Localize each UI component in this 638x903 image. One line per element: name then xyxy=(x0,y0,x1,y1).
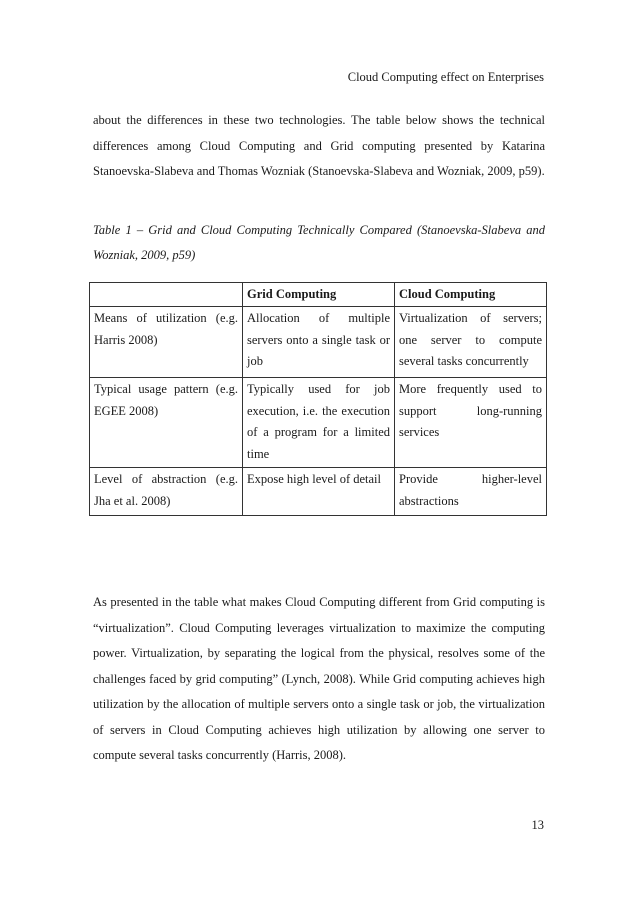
table-cell: Provide higher-level abstractions xyxy=(395,468,547,516)
table-header-cell: Grid Computing xyxy=(243,283,395,307)
table-header-cell: Cloud Computing xyxy=(395,283,547,307)
table-cell: Allocation of multiple servers onto a single task or job xyxy=(243,307,395,378)
table-cell: Level of abstraction (e.g. Jha et al. 2008) xyxy=(90,468,243,516)
table-cell: Typical usage pattern (e.g. EGEE 2008) xyxy=(90,378,243,468)
intro-paragraph: about the differences in these two technologies. The table below shows the technical differences among Cloud Computing and Grid computing presented by Katarina Stanoevska-Slabeva and Thomas Wozniak (Stanoevska-Slabeva and Wozniak, 2009, p59). xyxy=(93,113,545,178)
body-paragraph: As presented in the table what makes Cloud Computing different from Grid computing is “virtualization”. Cloud Computing leverages virtualization to maximize the computing power. Virtualization, by separating the logical from the physical, resolves some of the challenges faced by grid computing” (Lynch, 2008). While Grid computing achieves high utilization by the allocation of multiple servers onto a single task or job, the virtualization of servers in Cloud Computing achieves high utilization by allowing one server to compute several tasks concurrently (Harris, 2008). xyxy=(93,595,545,762)
table-cell: Virtualization of servers; one server to compute several tasks concurrently xyxy=(395,307,547,378)
table-cell: Means of utilization (e.g. Harris 2008) xyxy=(90,307,243,378)
running-header: Cloud Computing effect on Enterprises xyxy=(347,70,544,84)
table-row xyxy=(90,378,547,468)
table-header-row xyxy=(90,283,547,307)
table-caption: Table 1 – Grid and Cloud Computing Technically Compared (Stanoevska-Slabeva and Wozniak, 2009, p59) xyxy=(93,223,545,262)
page-number: 13 xyxy=(531,818,544,832)
table-cell: More frequently used to support long-running services xyxy=(395,378,547,468)
table-cell: Expose high level of detail xyxy=(243,468,395,516)
comparison-table xyxy=(89,282,547,516)
table-row xyxy=(90,468,547,516)
table-cell: Typically used for job execution, i.e. the execution of a program for a limited time xyxy=(243,378,395,468)
table-row xyxy=(90,307,547,378)
table-header-cell xyxy=(90,283,243,307)
